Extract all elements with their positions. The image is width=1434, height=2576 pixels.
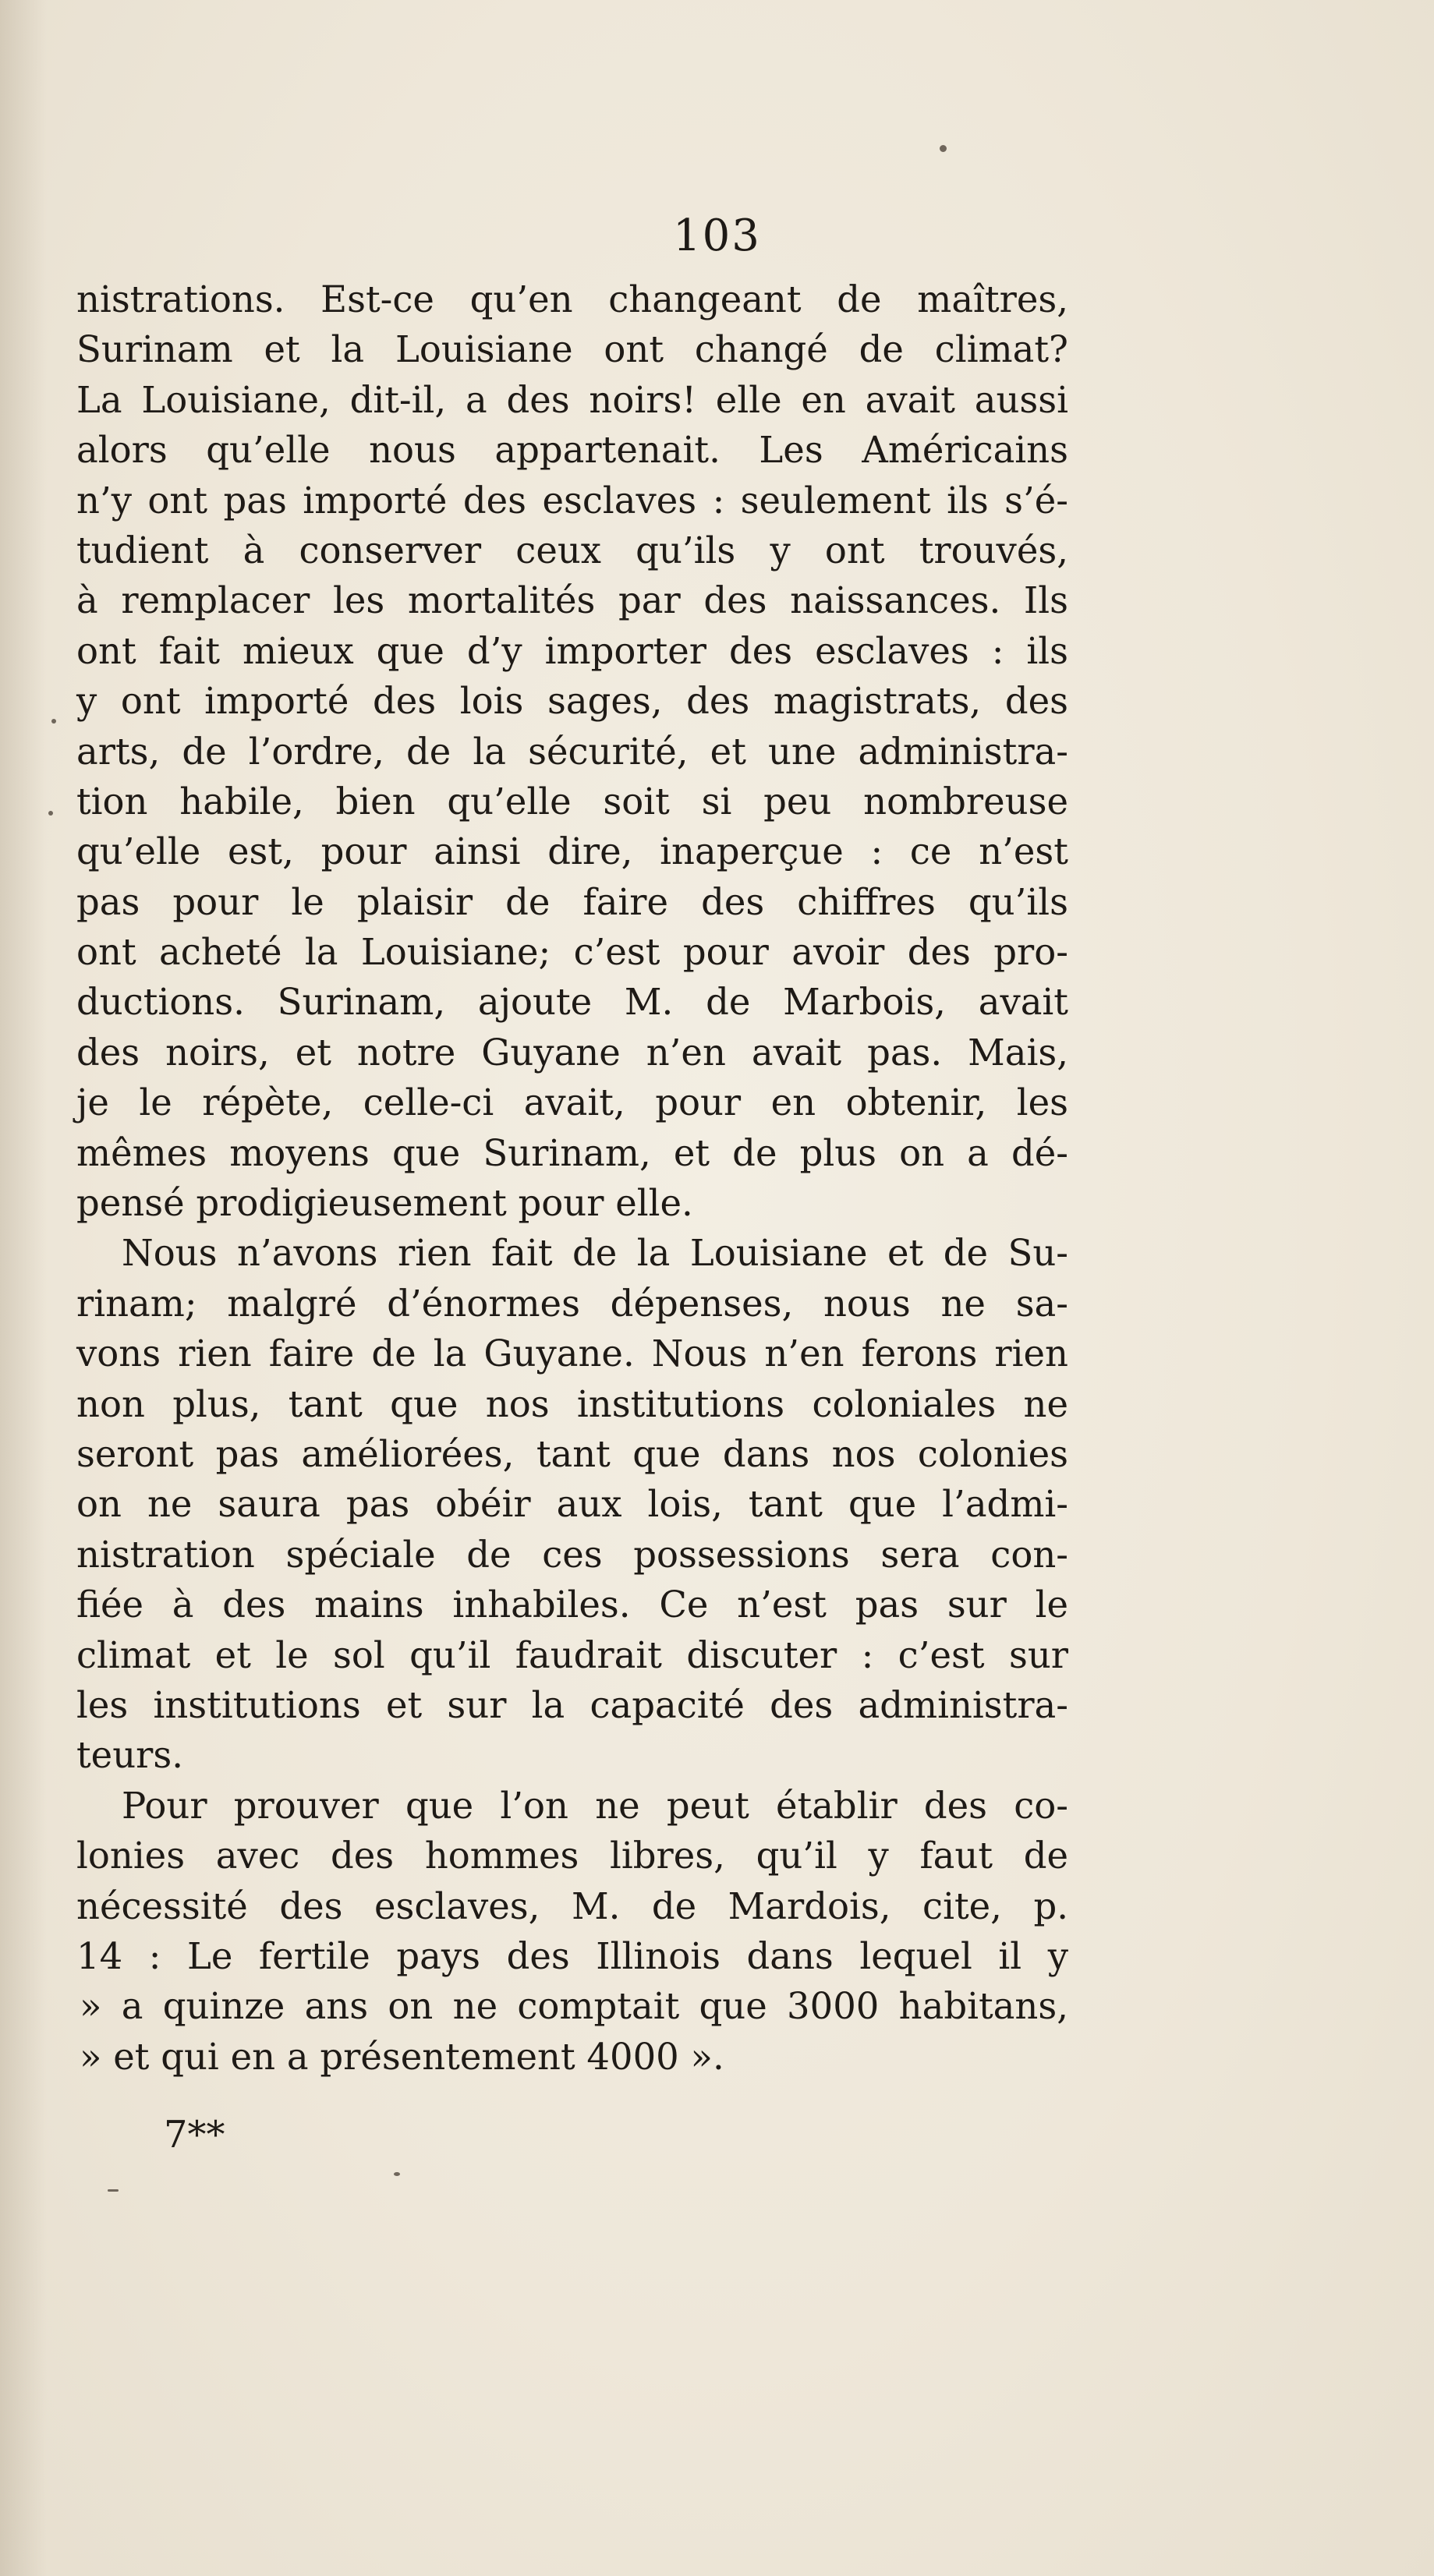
paper-speck [394, 2172, 400, 2176]
text-line: arts, de l’ordre, de la sécurité, et une administra- [76, 730, 1068, 773]
paper-speck [48, 811, 53, 816]
text-line: ductions. Surinam, ajoute M. de Marbois, avait [76, 981, 1068, 1024]
text-line: vons rien faire de la Guyane. Nous n’en ferons rien [76, 1332, 1068, 1375]
text-line: seront pas améliorées, tant que dans nos colonies [76, 1432, 1068, 1475]
quote-line: » a quinze ans on ne comptait que 3000 habitans, [80, 1985, 1068, 2028]
text-line: je le répète, celle-ci avait, pour en obtenir, les [76, 1081, 1068, 1124]
text-line: La Louisiane, dit-il, a des noirs! elle en avait aussi [76, 378, 1068, 421]
text-line: climat et le sol qu’il faudrait discuter : c’est sur [76, 1633, 1068, 1676]
text-line: Surinam et la Louisiane ont changé de climat? [76, 328, 1068, 371]
text-line: nistration spéciale de ces possessions sera con- [76, 1533, 1068, 1576]
page-spine-shadow [0, 0, 47, 2576]
quote-line: » et qui en a présentement 4000 ». [80, 2035, 724, 2078]
text-line: rinam; malgré d’énormes dépenses, nous ne sa- [76, 1282, 1068, 1325]
text-line: tion habile, bien qu’elle soit si peu nombreuse [76, 780, 1068, 823]
text-line: tudient à conserver ceux qu’ils y ont trouvés, [76, 529, 1068, 571]
text-line: les institutions et sur la capacité des administra- [76, 1683, 1068, 1726]
text-line: non plus, tant que nos institutions coloniales ne [76, 1382, 1068, 1425]
text-line: lonies avec des hommes libres, qu’il y faut de [76, 1835, 1068, 1877]
paper-speck [108, 2189, 119, 2192]
body-text [76, 274, 1068, 2082]
text-line: n’y ont pas importé des esclaves : seulement ils s’é- [76, 479, 1068, 522]
text-line: qu’elle est, pour ainsi dire, inaperçue : ce n’est [76, 830, 1068, 873]
text-line: pas pour le plaisir de faire des chiffres qu’ils [76, 880, 1068, 923]
paragraph-first-line: Nous n’avons rien fait de la Louisiane et de Su- [122, 1232, 1068, 1275]
text-line: ont fait mieux que d’y importer des esclaves : ils [76, 629, 1068, 672]
paragraph-first-line: Pour prouver que l’on ne peut établir des co- [122, 1784, 1068, 1827]
text-line: alors qu’elle nous appartenait. Les Américains [76, 429, 1068, 472]
text-line: on ne saura pas obéir aux lois, tant que l’admi- [76, 1483, 1068, 1526]
paper-speck [51, 719, 56, 724]
paper-speck [940, 145, 947, 152]
text-line: à remplacer les mortalités par des naissances. Ils [76, 579, 1068, 622]
text-line: ont acheté la Louisiane; c’est pour avoir des pro- [76, 931, 1068, 974]
text-line: des noirs, et notre Guyane n’en avait pas. Mais, [76, 1031, 1068, 1074]
text-line: nistrations. Est-ce qu’en changeant de maîtres, [76, 278, 1068, 320]
text-line: fiée à des mains inhabiles. Ce n’est pas sur le [76, 1583, 1068, 1626]
page-number: 103 [673, 211, 761, 261]
text-line: y ont importé des lois sages, des magistrats, des [76, 680, 1068, 723]
signature-mark: 7** [164, 2113, 225, 2157]
text-line: 14 : Le fertile pays des Illinois dans lequel il y [76, 1934, 1068, 1977]
text-line: mêmes moyens que Surinam, et de plus on a dé- [76, 1131, 1068, 1174]
text-line: pensé prodigieusement pour elle. [76, 1182, 693, 1225]
text-line: teurs. [76, 1734, 184, 1777]
text-line: nécessité des esclaves, M. de Mardois, cite, p. [76, 1884, 1068, 1927]
